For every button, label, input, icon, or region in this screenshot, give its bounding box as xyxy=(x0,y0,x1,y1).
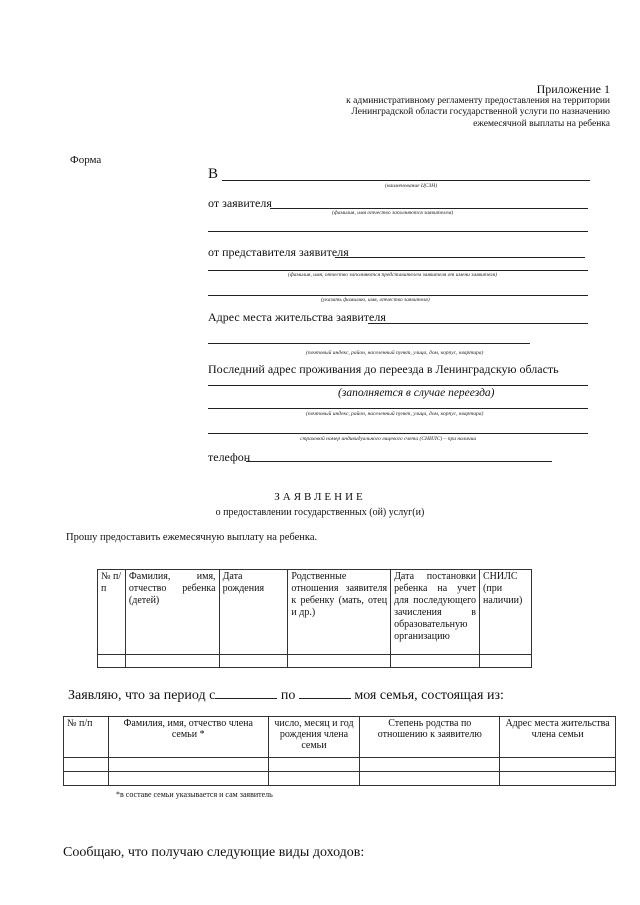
document-subtitle: о предоставлении государственных (ой) услуг(и) xyxy=(215,507,425,518)
document-title: ЗАЯВЛЕНИЕ xyxy=(274,491,366,503)
phone-label: телефон xyxy=(208,450,251,464)
footnote: *в составе семьи указывается и сам заявитель xyxy=(116,790,273,799)
address-field-line[interactable] xyxy=(368,323,588,324)
table-cell[interactable] xyxy=(480,655,532,668)
column-header: Родственные отношения заявителя к ребенку (мать, отец и др.) xyxy=(288,570,391,655)
column-header: № п/п xyxy=(64,717,109,758)
form-label: Форма xyxy=(70,154,102,166)
table-cell[interactable] xyxy=(219,655,288,668)
rep-label: от представителя заявителя xyxy=(208,245,349,259)
period-to-field[interactable] xyxy=(299,698,351,699)
table-cell[interactable] xyxy=(500,758,616,772)
column-header: число, месяц и год рождения члена семьи xyxy=(268,717,360,758)
column-header: Дата рождения xyxy=(219,570,288,655)
appendix-block xyxy=(310,84,610,130)
table-cell[interactable] xyxy=(64,772,109,786)
table-cell[interactable] xyxy=(268,772,360,786)
table-cell[interactable] xyxy=(288,655,391,668)
rep-caption-2: (указать фамилию, имя, отчество заявителя) xyxy=(321,297,430,303)
snils-caption: страховой номер индивидуального лицевого счета (СНИЛС) – при наличии xyxy=(300,436,477,442)
table-row xyxy=(64,772,616,786)
from-field-line-2[interactable] xyxy=(208,231,588,232)
address-caption: (почтовый индекс, район, населенный пункт, улица, дом, корпус, квартира) xyxy=(306,350,484,356)
appendix-line: Ленинградской области государственной услуги по назначению xyxy=(351,107,610,117)
to-field-line[interactable] xyxy=(222,180,590,181)
rep-field-line[interactable] xyxy=(335,257,585,258)
column-header: Фамилия, имя, отчество члена семьи * xyxy=(108,717,268,758)
last-address-field-line-2[interactable] xyxy=(208,408,588,409)
table-cell[interactable] xyxy=(64,758,109,772)
snils-field-line[interactable] xyxy=(208,433,588,434)
rep-field-line-3[interactable] xyxy=(208,295,588,296)
table-cell[interactable] xyxy=(108,758,268,772)
last-address-caption: (почтовый индекс, район, населенный пункт, улица, дом, корпус, квартира) xyxy=(306,411,484,417)
statement-part: Заявляю, что за период с xyxy=(68,688,216,703)
last-address-hint: (заполняется в случае переезда) xyxy=(338,387,495,399)
last-address-field-line[interactable] xyxy=(208,385,588,386)
table-cell[interactable] xyxy=(108,772,268,786)
statement-part: моя семья, состоящая из: xyxy=(354,688,504,703)
family-table-header-row xyxy=(64,717,616,758)
to-prefix: В xyxy=(208,166,219,182)
from-field-line[interactable] xyxy=(270,208,588,209)
children-table xyxy=(97,569,532,668)
children-table-header-row xyxy=(98,570,532,655)
to-caption: (наименование ЦСЗН) xyxy=(385,183,438,189)
period-from-field[interactable] xyxy=(215,698,277,699)
from-label: от заявителя xyxy=(208,196,272,210)
table-cell[interactable] xyxy=(125,655,219,668)
column-header: СНИЛС (при наличии) xyxy=(480,570,532,655)
table-row xyxy=(98,655,532,668)
column-header: Дата постановки ребенка на учет для последующего зачисления в образовательную организацию xyxy=(391,570,480,655)
table-cell[interactable] xyxy=(98,655,126,668)
table-row xyxy=(64,758,616,772)
column-header: № п/п xyxy=(98,570,126,655)
table-cell[interactable] xyxy=(268,758,360,772)
table-cell[interactable] xyxy=(360,772,500,786)
table-cell[interactable] xyxy=(391,655,480,668)
statement-part: по xyxy=(280,688,296,703)
column-header: Адрес места жительства члена семьи xyxy=(500,717,616,758)
last-address-label: Последний адрес проживания до переезда в Ленинградскую область xyxy=(208,362,559,376)
table-cell[interactable] xyxy=(500,772,616,786)
statement-line xyxy=(68,688,504,704)
appendix-number: Приложение 1 xyxy=(536,82,610,96)
rep-caption: (фамилия, имя, отчество заполняются представителем заявителя от имени заявителя) xyxy=(288,272,497,278)
request-text: Прошу предоставить ежемесячную выплату на ребенка. xyxy=(66,532,318,543)
appendix-line: к административному регламенту предоставления на территории xyxy=(346,95,610,106)
appendix-line: ежемесячной выплаты на ребенка xyxy=(473,118,610,129)
from-caption: (фамилия, имя отчество заполняются заявителем) xyxy=(332,210,454,216)
column-header: Степень родства по отношению к заявителю xyxy=(360,717,500,758)
family-table xyxy=(63,716,616,786)
rep-field-line-2[interactable] xyxy=(208,270,588,271)
table-cell[interactable] xyxy=(360,758,500,772)
column-header: Фамилия, имя, отчество ребенка (детей) xyxy=(125,570,219,655)
income-text: Сообщаю, что получаю следующие виды доходов: xyxy=(63,845,365,860)
address-label: Адрес места жительства заявителя xyxy=(208,310,386,324)
address-field-line-2[interactable] xyxy=(208,343,530,344)
phone-field-line[interactable] xyxy=(246,461,552,462)
